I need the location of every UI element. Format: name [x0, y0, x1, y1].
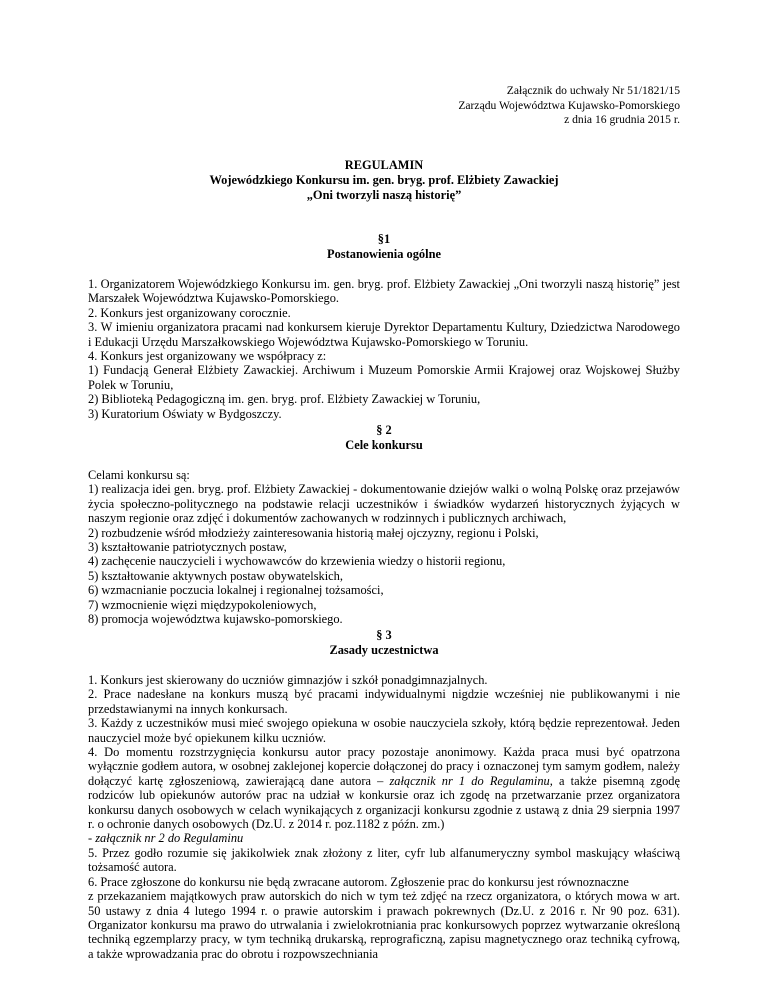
section-3-paragraph: 5. Przez godło rozumie się jakikolwiek znak złożony z liter, cyfr lub alfanumeryczny symbol maskujący właściwą tożsamość autora. [88, 845, 680, 875]
section-2-list-item: 4) zachęcenie nauczycieli i wychowawców do krzewienia wiedzy o historii regionu, [88, 554, 506, 569]
section-2-list-item: 3) kształtowanie patriotycznych postaw, [88, 540, 287, 555]
section-2-list-item: 2) rozbudzenie wśród młodzieży zainteresowania historią małej ojczyzny, regionu i Polski, [88, 525, 539, 540]
section-2-list-item: 5) kształtowanie aktywnych postaw obywatelskich, [88, 568, 343, 583]
section-3-paragraph: 3. Każdy z uczestników musi mieć swojego opiekuna w osobie nauczyciela szkoły, którą będzie reprezentował. Jeden nauczyciel może być opiekunem kilku uczniów. [88, 716, 680, 745]
annex-line-3: z dnia 16 grudnia 2015 r. [564, 113, 680, 127]
section-2-list-item: 1) realizacja idei gen. bryg. prof. Elżbiety Zawackiej - dokumentowanie dziejów walki o wolną Polskę oraz przejawów życia społeczno-politycznego na podstawie relacji uczestników i świadków wydarzeń historycznych żyjących w naszym regionie oraz zdjęć i dokumentów zachowanych w rodzinnych i publicznych archiwach, [88, 482, 680, 526]
section-2-title: Cele konkursu [345, 437, 423, 452]
section-3-heading [88, 628, 680, 658]
section-1-number: §1 [377, 232, 391, 246]
section-1-paragraph: 2. Konkurs jest organizowany corocznie. [88, 305, 291, 320]
section-3-paragraph: 1. Konkurs jest skierowany do uczniów gimnazjów i szkół ponadgimnazjalnych. [88, 673, 488, 687]
section-1-paragraph: 3. W imieniu organizatora pracami nad konkursem kieruje Dyrektor Departamentu Kultury, Dziedzictwa Narodowego i Edukacji Urzędu Marszałkowskiego Województwa Kujawsko-Pomorskiego w Toruniu. [88, 320, 680, 349]
resolution-annex-note [380, 84, 680, 128]
title-line-3: „Oni tworzyli naszą historię” [306, 187, 462, 202]
section-2-heading [88, 423, 680, 453]
title-line-1: REGULAMIN [344, 158, 424, 172]
section-3-number: § 3 [376, 628, 392, 642]
section-3-p4-text-b: a także pisemną zgodę rodziców lub opiekunów autorów prac na udział w konkursie oraz ich zgodę na przetwarzanie przez organizatora konkursu danych osobowych w celach wynikających z organizacji konkursu zgodnie z ustawą z dnia 29 sierpnia 1997 r. o ochronie danych osobowych (Dz.U. z 2014 r. poz.1182 z późn. zm.) [88, 773, 680, 832]
section-1-list-item: 3) Kuratorium Oświaty w Bydgoszczy. [88, 406, 282, 421]
document-title [88, 158, 680, 202]
section-3-p4-text-a: 4. Do momentu rozstrzygnięcia konkursu autor pracy pozostaje anonimowy. Każda praca musi być opatrzona wyłącznie godłem autora, w osobnej zaklejonej kopercie dołączonej do pracy i oznaczonej tym samym godłem, należy dołączyć kartę zgłoszeniową, zawierającą dane autora – [88, 745, 680, 788]
section-2-body [88, 468, 680, 626]
section-3-paragraph: 2. Prace nadesłane na konkurs muszą być pracami indywidualnymi nigdzie wcześniej nie publikowanymi i nie przedstawianymi na innych konkursach. [88, 687, 680, 716]
section-3-p4-annex-2 [88, 831, 680, 845]
annex-1-reference: załącznik nr 1 do Regulaminu, [389, 773, 553, 788]
title-line-2: Wojewódzkiego Konkursu im. gen. bryg. prof. Elżbiety Zawackiej [209, 172, 559, 187]
annex-2-reference: - załącznik nr 2 do Regulaminu [88, 831, 244, 846]
section-2-intro: Celami konkursu są: [88, 468, 190, 482]
annex-line-1: Załącznik do uchwały Nr 51/1821/15 [506, 84, 680, 97]
section-3-body [88, 673, 680, 961]
section-1-list-item: 2) Biblioteką Pedagogiczną im. gen. bryg. prof. Elżbiety Zawackiej w Toruniu, [88, 392, 481, 407]
section-1-title: Postanowienia ogólne [327, 246, 441, 261]
section-2-number: § 2 [376, 423, 392, 437]
section-1-list-item: 1) Fundacją Generał Elżbiety Zawackiej. Archiwum i Muzeum Pomorskie Armii Krajowej oraz Wojskowej Służby Polek w Toruniu, [88, 363, 680, 392]
section-1-paragraph: 4. Konkurs jest organizowany we współpracy z: [88, 349, 327, 364]
section-3-paragraph: z przekazaniem majątkowych praw autorskich do nich w tym też zdjęć na rzecz organizatora, o których mowa w art. 50 ustawy z dnia 4 lutego 1994 r. o prawie autorskim i prawach pokrewnych (Dz.U. z 2016 r. Nr 90 poz. 631). Organizator konkursu ma prawo do utrwalania i zwielokrotniania prac konkursowych poprzez wytwarzanie określoną techniką egzemplarzy pracy, w tym techniką drukarską, reprograficzną, zapisu magnetycznego oraz techniką cyfrową, a także wprowadzania prac do obrotu i rozpowszechniania [88, 889, 680, 961]
section-3-paragraph: 6. Prace zgłoszone do konkursu nie będą zwracane autorom. Zgłoszenie prac do konkursu jest równoznaczne [88, 874, 629, 889]
annex-line-2: Zarządu Województwa Kujawsko-Pomorskiego [458, 98, 680, 112]
section-1-paragraph: 1. Organizatorem Wojewódzkiego Konkursu im. gen. bryg. prof. Elżbiety Zawackiej „Oni tworzyli naszą historię” jest Marszałek Województwa Kujawsko-Pomorskiego. [88, 277, 680, 306]
section-2-list-item: 7) wzmocnienie więzi międzypokoleniowych, [88, 597, 317, 612]
section-1-heading [88, 232, 680, 262]
section-3-title: Zasady uczestnictwa [329, 642, 439, 657]
section-1-body [88, 277, 680, 421]
section-3-paragraph-4 [88, 745, 680, 831]
section-2-list-item: 6) wzmacnianie poczucia lokalnej i regionalnej tożsamości, [88, 583, 384, 598]
section-2-list-item: 8) promocja województwa kujawsko-pomorskiego. [88, 612, 343, 627]
